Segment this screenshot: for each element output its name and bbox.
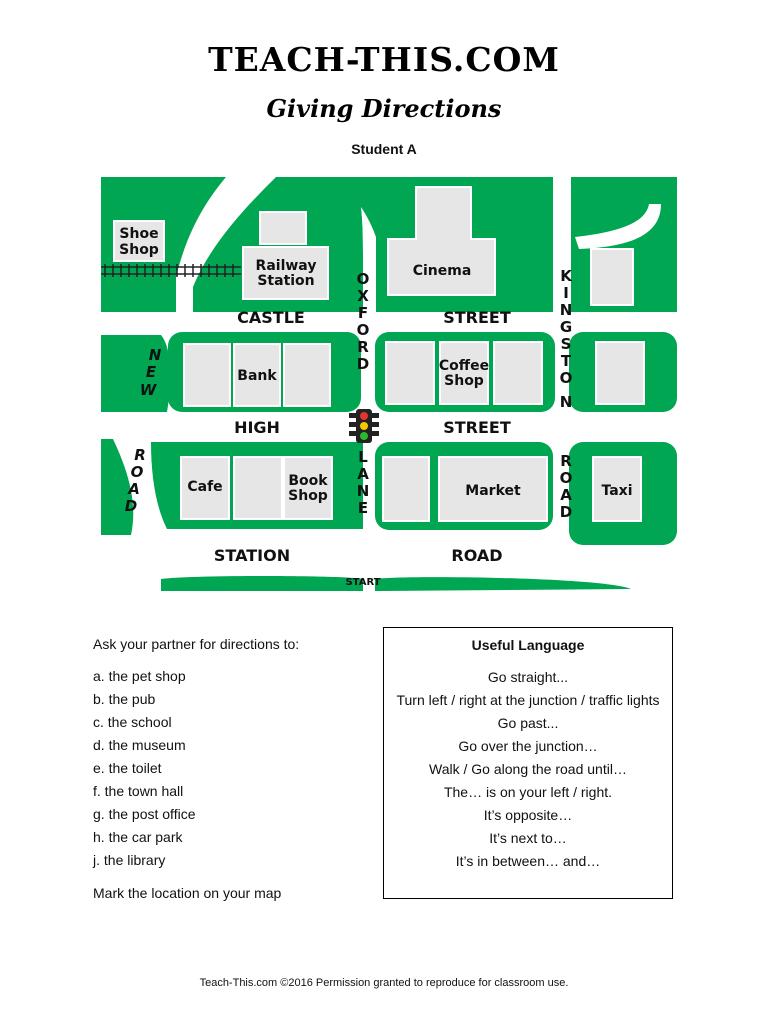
kingston-letter: S (560, 335, 572, 353)
student-label: Student A (351, 141, 417, 157)
useful-language-item: Go past... (497, 715, 559, 731)
directions-heading: Ask your partner for directions to: (93, 636, 300, 652)
kingston-letter: N (559, 301, 573, 319)
useful-language-item: Turn left / right at the junction / traffic lights (396, 692, 660, 708)
new-road-letter: W (139, 381, 157, 399)
direction-item: j. the library (93, 852, 166, 868)
kingston-letter: K (560, 267, 572, 285)
direction-item: h. the car park (93, 829, 183, 845)
useful-language-heading: Useful Language (471, 637, 585, 653)
shoe-shop-label-line2: Shop (119, 242, 159, 258)
oxford-letter: O (356, 270, 370, 288)
new-road-letter: D (124, 497, 138, 515)
mark-location-note: Mark the location on your map (93, 885, 282, 901)
kingston-top-building (591, 249, 633, 305)
oxford-letter: D (356, 355, 370, 373)
lane-letter: N (356, 482, 370, 500)
coffee-left-building (386, 342, 434, 404)
kingston-road-letter: O (559, 469, 573, 487)
railway-annex-building (260, 212, 306, 244)
useful-language-item: Go straight... (487, 669, 569, 685)
site-title: TEACH-THIS.COM (208, 40, 560, 79)
useful-language-item: Walk / Go along the road until… (429, 761, 627, 777)
new-road-letter: A (128, 480, 140, 498)
bank-left-building (184, 344, 230, 406)
useful-language-item: Go over the junction… (458, 738, 598, 754)
oxford-letter: F (357, 304, 369, 322)
cinema-label: Cinema (412, 263, 472, 279)
high-street-label: HIGH (234, 418, 280, 437)
useful-language-item: It’s in between… and… (455, 853, 601, 869)
new-road-letter: R (134, 446, 146, 464)
new-road-letter: E (145, 363, 157, 381)
coffee-right-building (494, 342, 542, 404)
direction-item: f. the town hall (93, 783, 184, 799)
new-road-letter: O (130, 463, 144, 481)
kingston-letter: N (559, 393, 573, 411)
kingston-letter: T (560, 352, 572, 370)
castle-street-suffix-label: STREET (443, 308, 511, 327)
direction-item: c. the school (93, 714, 172, 730)
useful-language-item: It’s opposite… (483, 807, 573, 823)
railway-station-label: Railway (255, 258, 317, 274)
direction-item: d. the museum (93, 737, 186, 753)
kingston-middle-building (596, 342, 644, 404)
kingston-road-letter: A (560, 486, 572, 504)
railway-station-label-line2: Station (257, 273, 315, 289)
kingston-letter: O (559, 369, 573, 387)
taxi-label: Taxi (601, 483, 633, 499)
bank-label: Bank (237, 368, 277, 384)
high-street-suffix-label: STREET (443, 418, 511, 437)
kingston-road-letter: D (559, 503, 573, 521)
oxford-letter: X (357, 287, 369, 305)
lane-letter: E (357, 499, 369, 517)
street-map (101, 177, 677, 591)
book-shop-label-line2: Shop (288, 488, 328, 504)
station-road-suffix-label: ROAD (451, 546, 503, 565)
station-road-label: STATION (213, 546, 291, 565)
kingston-road-letter: R (560, 452, 572, 470)
shoe-shop-label: Shoe (119, 226, 159, 242)
market-left-building (383, 457, 429, 521)
oxford-letter: R (357, 338, 369, 356)
useful-language-box (383, 627, 673, 899)
coffee-shop-label: Coffee (438, 358, 490, 374)
new-road-letter: N (148, 346, 162, 364)
oxford-letter: O (356, 321, 370, 339)
direction-item: e. the toilet (93, 760, 162, 776)
kingston-letter: I (563, 284, 569, 302)
market-label: Market (465, 483, 521, 499)
direction-item: a. the pet shop (93, 668, 186, 684)
coffee-shop-label-line2: Shop (444, 373, 484, 389)
cafe-label: Cafe (187, 479, 223, 495)
direction-item: g. the post office (93, 806, 196, 822)
lane-letter: A (357, 465, 369, 483)
lane-letter: L (358, 448, 368, 466)
start-label: START (345, 577, 381, 588)
kingston-letter: G (559, 318, 573, 336)
useful-language-item: It’s next to… (489, 830, 567, 846)
book-shop-label: Book (288, 473, 328, 489)
page-title: Giving Directions (266, 94, 502, 123)
direction-item: b. the pub (93, 691, 156, 707)
bank-right-building (284, 344, 330, 406)
cafe-right-building (234, 457, 282, 519)
footer-copyright: Teach-This.com ©2016 Permission granted to reproduce for classroom use. (199, 977, 569, 989)
castle-street-label: CASTLE (237, 308, 305, 327)
useful-language-item: The… is on your left / right. (443, 784, 613, 800)
